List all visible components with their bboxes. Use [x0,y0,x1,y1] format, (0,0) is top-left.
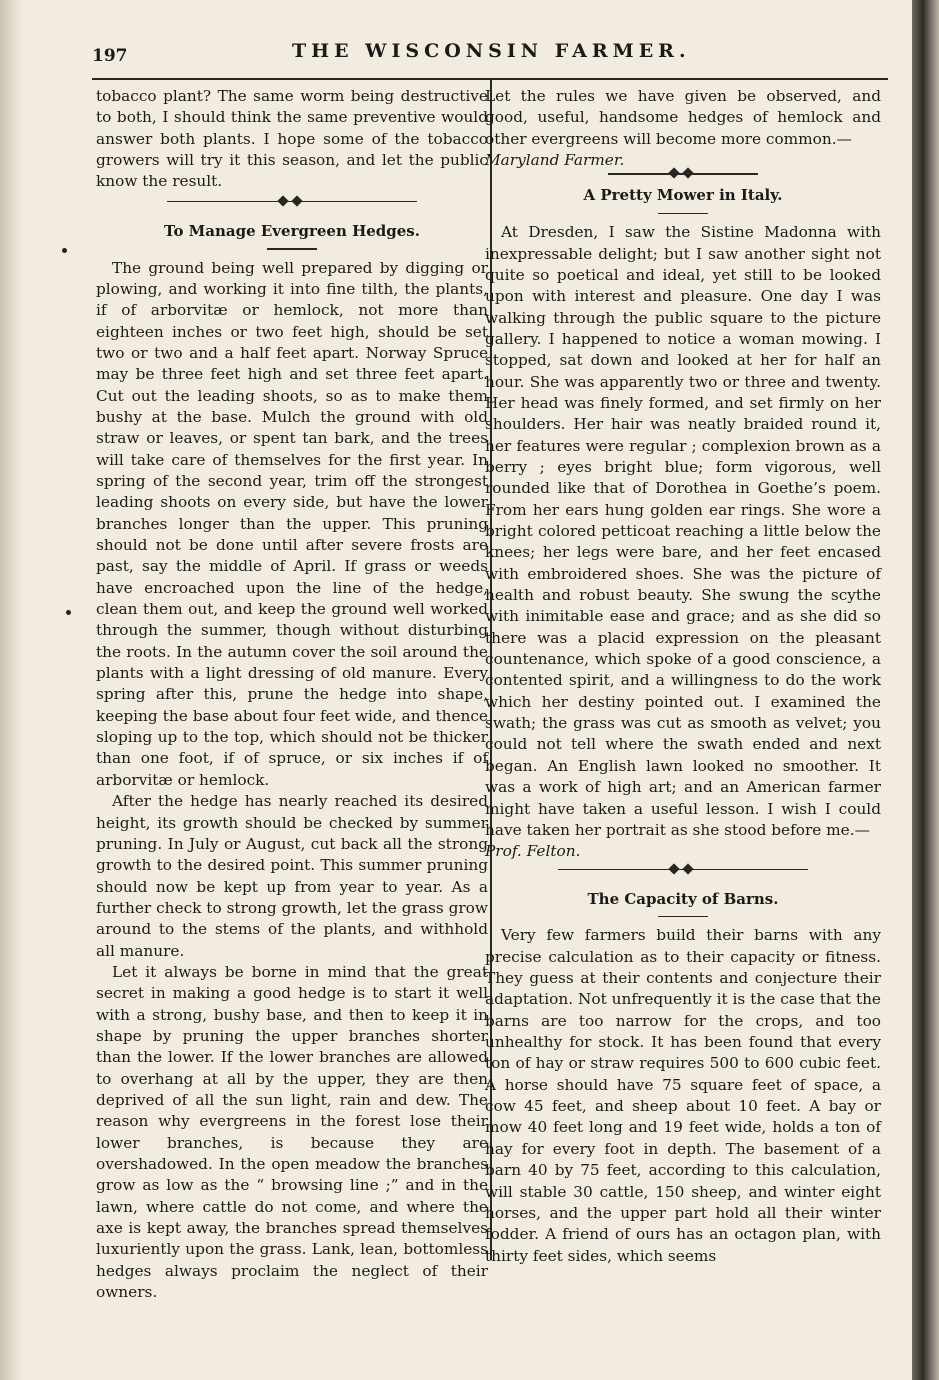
book-spine [912,0,939,1380]
ink-speck [62,248,67,253]
title-underline [658,916,708,918]
article-title-mower: A Pretty Mower in Italy. [583,186,783,205]
hedges-conclusion-text: Let the rules we have given be observed, and good, useful, handsome hedges of hemlock and other evergreens will become more common.— [485,87,881,148]
ink-speck [66,610,71,615]
masthead: THE WISCONSIN FARMER. [292,40,691,62]
page-edge-shadow [0,0,22,1380]
title-underline [267,248,317,250]
section-separator [167,197,417,207]
barns-paragraph: Very few farmers build their barns with any precise calculation as to their capacity or fitness. They guess at their contents and conjecture their adaptation. Not unfrequently it is the case that the barns are too narrow for the crops, and too unhealthy for stock. It has been found that every ton of hay or straw requires 500 to 600 cubic feet. A horse should have 75 square feet of space, a cow 45 feet, and sheep about 10 feet. A bay or mow 40 feet long and 19 feet wide, holds a ton of hay for every foot in depth. The basement of a barn 40 by 75 feet, according to this calculation, will stable 30 cattle, 150 sheep, and winter eight horses, and the upper part hold all their winter fodder. A friend of ours has an octagon plan, with thirty feet sides, which seems [485,926,881,1265]
mower-paragraph [485,222,881,862]
hedges-conclusion [485,86,881,171]
hedges-paragraph-1: The ground being well prepared by digging or plowing, and working it into fine tilth, the plants, if of arborvitæ or hemlock, not more than eighteen inches or two feet high, should be set two or two and a half feet apart. Norway Spruce may be three feet high and set three feet apart. Cut out the leading shoots, so as to make them bushy at the base. Mulch the ground with old straw or leaves, or spent tan bark, and the trees will take care of themselves for the first year. In spring of the second year, trim off the strongest leading shoots on every side, but have the lower branches longer than the upper. This pruning should not be done until after severe frosts are past, say the middle of April. If grass or weeds have encroached upon the line of the hedge, clean them out, and keep the ground well worked through the summer, though without disturbing the roots. In the autumn cover the soil around the plants with a light dressing of old manure. Every spring after this, prune the hedge into shape, keeping the base about four feet wide, and thence sloping up to the top, which should not be thicker than one foot, if of spruce, or six inches if of arborvitæ or hemlock. [96,258,488,789]
article-continuation: tobacco plant? The same worm being destructive to both, I should think the same preventive would answer both plants. I hope some of the tobacco growers will try it this season, and let the public know the result. [96,87,488,191]
article-title-hedges: To Manage Evergreen Hedges. [164,221,420,240]
right-column [485,86,881,1267]
hedges-source: Maryland Farmer. [485,151,625,170]
page-header [92,40,892,80]
left-column [96,86,488,1303]
hedges-paragraph-3: Let it always be borne in mind that the great secret in making a good hedge is to start it well with a strong, bushy base, and then to keep it in shape by pruning the upper branches shorter than the lower. If the lower branches are allowed to overhang at all by the upper, they are then deprived of all the sun light, rain and dew. The reason why evergreens in the forest lose their lower branches, is because they are overshadowed. In the open meadow the branches grow as low as the “ browsing line ;” and in the lawn, where cattle do not come, and where the axe is kept away, the branches spread themselves luxuriently upon the grass. Lank, lean, bottomless hedges always proclaim the neglect of their owners. [96,962,488,1302]
mower-paragraph-text: At Dresden, I saw the Sistine Madonna with inexpressable delight; but I saw another sight not quite so poetical and ideal, yet still to be looked upon with interest and pleasure. One day I was walking through the public square to the picture gallery. I happened to notice a woman mowing. I stopped, sat down and looked at her for half an hour. She was apparently two or three and twenty. Her head was finely formed, and set firmly on her shoulders. Her hair was neatly braided round it, her features were regular ; complexion brown as a berry ; eyes bright blue; form vigorous, well rounded like that of Dorothea in Goethe’s poem. From her ears hung golden ear rings. She wore a bright colored petticoat reaching a little below the knees; her legs were bare, and her feet encased with embroidered shoes. She was the picture of health and robust beauty. She swung the scythe with inimitable ease and grace; and as she did so there was a placid expression on the pleasant countenance, which spoke of a good conscience, a contented spirit, and a willingness to do the work which her destiny pointed out. I examined the swath; the grass was cut as smooth as velvet; you could not tell where the swath ended and next began. An English lawn looked no smoother. It was a work of high art; and an American farmer might have taken a useful lesson. I wish I could have taken her portrait as she stood before me.— [485,223,881,839]
article-title-barns: The Capacity of Barns. [587,889,779,908]
section-separator [608,169,758,179]
section-separator [558,865,808,875]
hedges-paragraph-2: After the hedge has nearly reached its desired height, its growth should be checked by summer pruning. In July or August, cut back all the strong growth to the desired point. This summer pruning should now be kept up from year to year. As a further check to strong growth, let the grass grow around to the stems of the plants, and withhold all manure. [96,792,488,960]
mower-source: Prof. Felton. [485,842,581,861]
page-number: 197 [92,46,128,66]
title-underline [658,213,708,215]
